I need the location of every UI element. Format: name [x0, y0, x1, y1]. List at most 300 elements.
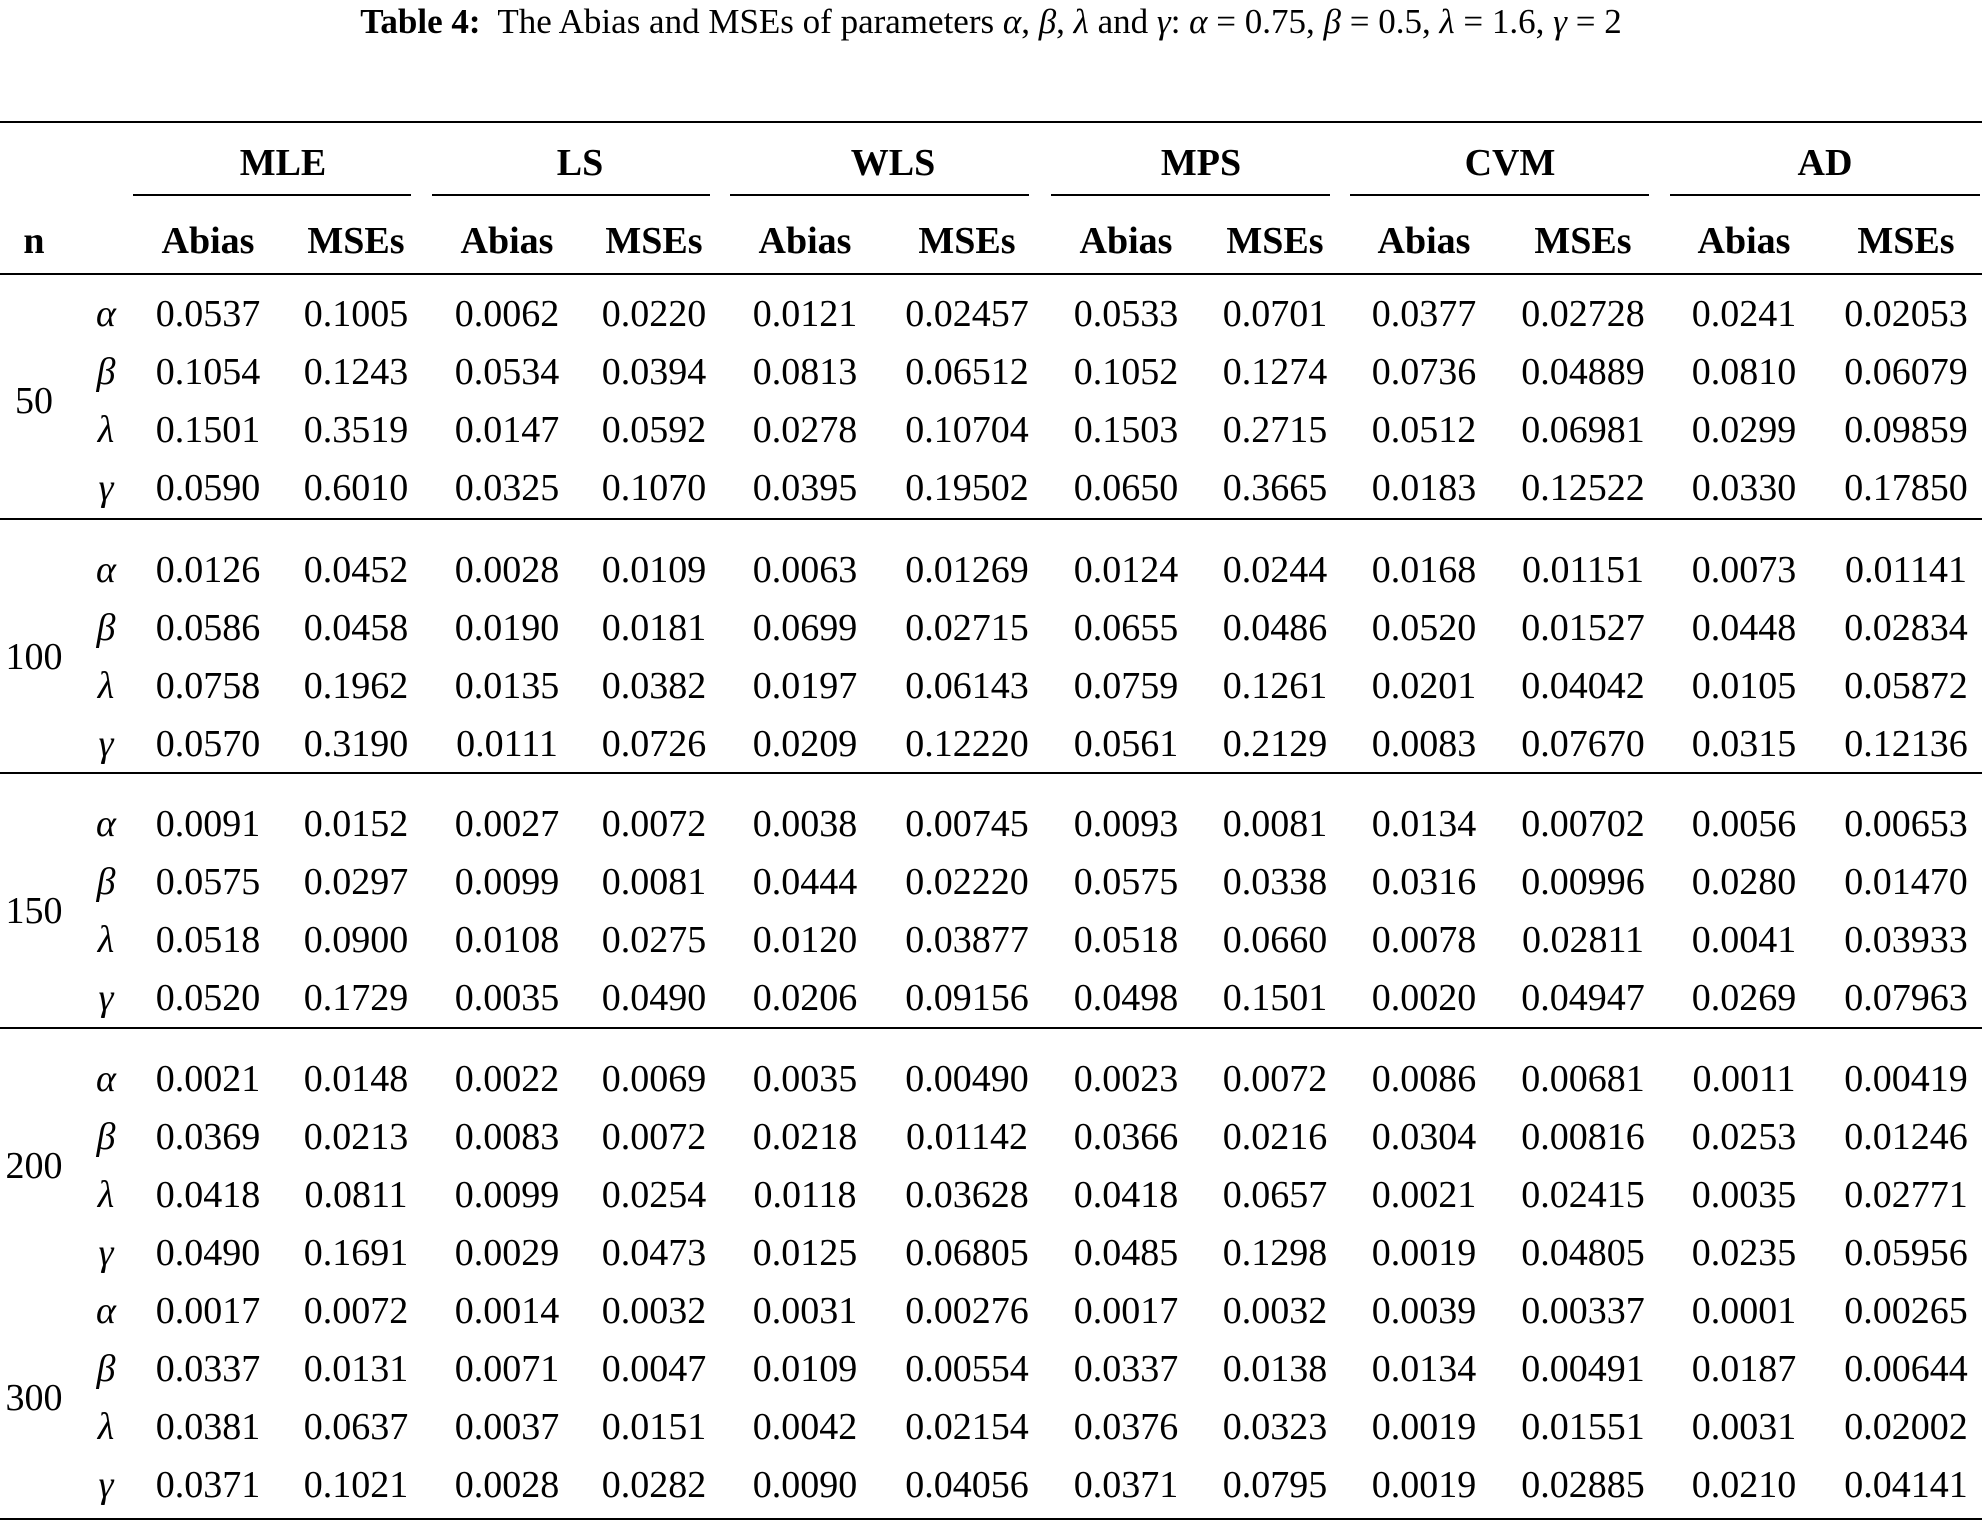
caption-eq-lambda-symbol: λ [1439, 2, 1455, 41]
abias-value-cell: 0.0134 [1371, 1348, 1477, 1390]
mses-value-cell: 0.1005 [303, 293, 409, 335]
abias-value-cell: 0.0650 [1073, 467, 1179, 509]
mses-value-cell: 0.00681 [1521, 1058, 1645, 1100]
abias-value-cell: 0.0105 [1691, 665, 1797, 707]
abias-value-cell: 0.0304 [1371, 1116, 1477, 1158]
abias-value-cell: 0.0537 [155, 293, 261, 335]
mses-value-cell: 0.06079 [1844, 351, 1968, 393]
abias-value-cell: 0.0518 [155, 919, 261, 961]
mses-value-cell: 0.1261 [1222, 665, 1328, 707]
mses-value-cell: 0.0081 [1222, 803, 1328, 845]
group-separator-rule [0, 1027, 1982, 1029]
mses-value-cell: 0.1962 [303, 665, 409, 707]
group-separator-rule [0, 518, 1982, 520]
mses-column-header: MSEs [1226, 220, 1324, 262]
parameter-cell: λ [97, 1174, 115, 1216]
mses-value-cell: 0.00644 [1844, 1348, 1968, 1390]
mses-value-cell: 0.0282 [601, 1464, 707, 1506]
mses-value-cell: 0.0458 [303, 607, 409, 649]
mses-value-cell: 0.02002 [1844, 1406, 1968, 1448]
caption-and: and [1088, 2, 1157, 41]
mses-value-cell: 0.0490 [601, 977, 707, 1019]
mses-value-cell: 0.3190 [303, 723, 409, 765]
mses-value-cell: 0.0726 [601, 723, 707, 765]
abias-value-cell: 0.0099 [454, 1174, 560, 1216]
abias-value-cell: 0.0027 [454, 803, 560, 845]
mses-value-cell: 0.3519 [303, 409, 409, 451]
n-column-header: n [23, 220, 45, 262]
mses-value-cell: 0.06143 [905, 665, 1029, 707]
abias-column-header: Abias [758, 220, 852, 262]
mses-value-cell: 0.01551 [1521, 1406, 1645, 1448]
abias-value-cell: 0.1501 [155, 409, 261, 451]
abias-value-cell: 0.0325 [454, 467, 560, 509]
abias-value-cell: 0.1052 [1073, 351, 1179, 393]
mses-value-cell: 0.0452 [303, 549, 409, 591]
mses-value-cell: 0.01269 [905, 549, 1029, 591]
abias-value-cell: 0.0118 [753, 1174, 857, 1216]
mses-value-cell: 0.02053 [1844, 293, 1968, 335]
caption-sep: , [1056, 2, 1074, 41]
abias-value-cell: 0.0736 [1371, 351, 1477, 393]
abias-value-cell: 0.0028 [454, 549, 560, 591]
abias-value-cell: 0.0209 [752, 723, 858, 765]
abias-value-cell: 0.0575 [1073, 861, 1179, 903]
abias-value-cell: 0.0210 [1691, 1464, 1797, 1506]
abias-value-cell: 0.0124 [1073, 549, 1179, 591]
abias-value-cell: 0.0031 [752, 1290, 858, 1332]
caption-colon: : [1170, 2, 1190, 41]
abias-value-cell: 0.0031 [1691, 1406, 1797, 1448]
parameter-cell: γ [98, 1464, 114, 1506]
mses-value-cell: 0.1691 [303, 1232, 409, 1274]
mses-value-cell: 0.07670 [1521, 723, 1645, 765]
mses-value-cell: 0.2715 [1222, 409, 1328, 451]
mses-value-cell: 0.0152 [303, 803, 409, 845]
abias-value-cell: 0.0337 [1073, 1348, 1179, 1390]
mses-value-cell: 0.01246 [1844, 1116, 1968, 1158]
mses-value-cell: 0.3665 [1222, 467, 1328, 509]
abias-column-header: Abias [460, 220, 554, 262]
table-bottom-rule [0, 1518, 1982, 1520]
mses-value-cell: 0.01470 [1844, 861, 1968, 903]
caption-eq-alpha-symbol: α [1189, 2, 1208, 41]
abias-value-cell: 0.0278 [752, 409, 858, 451]
mses-value-cell: 0.02715 [905, 607, 1029, 649]
mses-value-cell: 0.0072 [1222, 1058, 1328, 1100]
abias-value-cell: 0.0109 [752, 1348, 858, 1390]
abias-value-cell: 0.0187 [1691, 1348, 1797, 1390]
parameter-cell: β [96, 607, 116, 649]
mses-value-cell: 0.00265 [1844, 1290, 1968, 1332]
sample-size-cell: 300 [5, 1377, 63, 1419]
abias-value-cell: 0.0315 [1691, 723, 1797, 765]
abias-value-cell: 0.0280 [1691, 861, 1797, 903]
abias-value-cell: 0.0001 [1691, 1290, 1797, 1332]
mses-value-cell: 0.10704 [905, 409, 1029, 451]
mses-value-cell: 0.2129 [1222, 723, 1328, 765]
mses-value-cell: 0.0394 [601, 351, 707, 393]
abias-value-cell: 0.0099 [454, 861, 560, 903]
method-underline [1350, 194, 1649, 196]
mses-value-cell: 0.17850 [1844, 467, 1968, 509]
mses-value-cell: 0.1729 [303, 977, 409, 1019]
parameter-cell: β [96, 1116, 116, 1158]
abias-value-cell: 0.0810 [1691, 351, 1797, 393]
mses-value-cell: 0.00653 [1844, 803, 1968, 845]
abias-value-cell: 0.0490 [155, 1232, 261, 1274]
abias-value-cell: 0.0017 [1073, 1290, 1179, 1332]
abias-value-cell: 0.0561 [1073, 723, 1179, 765]
abias-value-cell: 0.0108 [454, 919, 560, 961]
abias-value-cell: 0.0518 [1073, 919, 1179, 961]
caption-eq-alpha-value: = 0.75, [1207, 2, 1324, 41]
abias-value-cell: 0.0168 [1371, 549, 1477, 591]
abias-value-cell: 0.0038 [752, 803, 858, 845]
parameter-cell: α [96, 293, 116, 335]
abias-value-cell: 0.0512 [1371, 409, 1477, 451]
abias-value-cell: 0.0498 [1073, 977, 1179, 1019]
mses-value-cell: 0.0297 [303, 861, 409, 903]
method-underline [133, 194, 411, 196]
abias-value-cell: 0.0201 [1371, 665, 1477, 707]
mses-value-cell: 0.0275 [601, 919, 707, 961]
mses-value-cell: 0.1243 [303, 351, 409, 393]
method-header: WLS [850, 142, 936, 184]
mses-value-cell: 0.19502 [905, 467, 1029, 509]
mses-value-cell: 0.1274 [1222, 351, 1328, 393]
mses-value-cell: 0.00490 [905, 1058, 1029, 1100]
mses-column-header: MSEs [1857, 220, 1955, 262]
caption-text: The Abias and MSEs of parameters [497, 2, 1003, 41]
caption-eq-beta-value: = 0.5, [1340, 2, 1440, 41]
abias-value-cell: 0.0371 [155, 1464, 261, 1506]
mses-value-cell: 0.0131 [303, 1348, 409, 1390]
mses-column-header: MSEs [307, 220, 405, 262]
parameter-cell: λ [97, 665, 115, 707]
mses-value-cell: 0.02457 [905, 293, 1029, 335]
mses-value-cell: 0.1298 [1222, 1232, 1328, 1274]
parameter-cell: γ [98, 977, 114, 1019]
parameter-cell: γ [98, 723, 114, 765]
mses-value-cell: 0.0032 [601, 1290, 707, 1332]
abias-value-cell: 0.0299 [1691, 409, 1797, 451]
parameter-cell: λ [97, 919, 115, 961]
abias-value-cell: 0.0021 [1371, 1174, 1477, 1216]
method-header: AD [1797, 142, 1853, 184]
abias-value-cell: 0.0021 [155, 1058, 261, 1100]
mses-column-header: MSEs [605, 220, 703, 262]
mses-value-cell: 0.00276 [905, 1290, 1029, 1332]
mses-value-cell: 0.01527 [1521, 607, 1645, 649]
abias-value-cell: 0.0147 [454, 409, 560, 451]
mses-value-cell: 0.00419 [1844, 1058, 1968, 1100]
mses-value-cell: 0.00745 [905, 803, 1029, 845]
mses-value-cell: 0.0072 [303, 1290, 409, 1332]
abias-value-cell: 0.0028 [454, 1464, 560, 1506]
header-bottom-rule [0, 273, 1982, 275]
mses-value-cell: 0.00702 [1521, 803, 1645, 845]
mses-value-cell: 0.0244 [1222, 549, 1328, 591]
abias-value-cell: 0.0534 [454, 351, 560, 393]
mses-value-cell: 0.02811 [1521, 919, 1645, 961]
parameter-cell: β [96, 351, 116, 393]
mses-column-header: MSEs [1534, 220, 1632, 262]
mses-value-cell: 0.0637 [303, 1406, 409, 1448]
mses-value-cell: 0.00491 [1521, 1348, 1645, 1390]
abias-value-cell: 0.0241 [1691, 293, 1797, 335]
mses-value-cell: 0.0032 [1222, 1290, 1328, 1332]
mses-value-cell: 0.0254 [601, 1174, 707, 1216]
parameter-cell: α [96, 1058, 116, 1100]
abias-value-cell: 0.0366 [1073, 1116, 1179, 1158]
mses-value-cell: 0.1070 [601, 467, 707, 509]
abias-value-cell: 0.0093 [1073, 803, 1179, 845]
mses-value-cell: 0.03628 [905, 1174, 1029, 1216]
caption-eq-gamma-value: = 2 [1566, 2, 1622, 41]
abias-value-cell: 0.0586 [155, 607, 261, 649]
mses-value-cell: 0.1501 [1222, 977, 1328, 1019]
mses-value-cell: 0.0592 [601, 409, 707, 451]
parameter-cell: β [96, 861, 116, 903]
abias-value-cell: 0.0125 [752, 1232, 858, 1274]
caption-param-lambda: λ [1073, 2, 1089, 41]
mses-column-header: MSEs [918, 220, 1016, 262]
caption-param-beta: β [1038, 2, 1057, 41]
mses-value-cell: 0.04056 [905, 1464, 1029, 1506]
abias-value-cell: 0.0330 [1691, 467, 1797, 509]
parameter-cell: α [96, 549, 116, 591]
caption-param-alpha: α [1002, 2, 1022, 41]
abias-value-cell: 0.0813 [752, 351, 858, 393]
abias-value-cell: 0.0590 [155, 467, 261, 509]
abias-value-cell: 0.0086 [1371, 1058, 1477, 1100]
abias-value-cell: 0.0135 [454, 665, 560, 707]
method-header: MLE [239, 142, 327, 184]
mses-value-cell: 0.04889 [1521, 351, 1645, 393]
method-underline [1051, 194, 1330, 196]
mses-value-cell: 0.06981 [1521, 409, 1645, 451]
sample-size-cell: 100 [5, 636, 63, 678]
method-header: LS [556, 142, 604, 184]
mses-value-cell: 0.06805 [905, 1232, 1029, 1274]
abias-value-cell: 0.0035 [454, 977, 560, 1019]
abias-value-cell: 0.0017 [155, 1290, 261, 1332]
abias-value-cell: 0.0078 [1371, 919, 1477, 961]
abias-value-cell: 0.0083 [1371, 723, 1477, 765]
parameter-cell: γ [98, 467, 114, 509]
group-separator-rule [0, 772, 1982, 774]
method-header: CVM [1464, 142, 1556, 184]
abias-value-cell: 0.0570 [155, 723, 261, 765]
mses-value-cell: 0.0148 [303, 1058, 409, 1100]
mses-value-cell: 0.04141 [1844, 1464, 1968, 1506]
mses-value-cell: 0.02154 [905, 1406, 1029, 1448]
abias-value-cell: 0.0444 [752, 861, 858, 903]
abias-value-cell: 0.0019 [1371, 1406, 1477, 1448]
abias-value-cell: 0.0758 [155, 665, 261, 707]
mses-value-cell: 0.0338 [1222, 861, 1328, 903]
mses-value-cell: 0.0151 [601, 1406, 707, 1448]
caption-eq-gamma-symbol: γ [1553, 2, 1567, 41]
mses-value-cell: 0.05956 [1844, 1232, 1968, 1274]
mses-value-cell: 0.0047 [601, 1348, 707, 1390]
parameter-cell: α [96, 803, 116, 845]
abias-value-cell: 0.0206 [752, 977, 858, 1019]
mses-value-cell: 0.05872 [1844, 665, 1968, 707]
abias-value-cell: 0.0023 [1073, 1058, 1179, 1100]
abias-value-cell: 0.0083 [454, 1116, 560, 1158]
mses-value-cell: 0.0473 [601, 1232, 707, 1274]
abias-value-cell: 0.0121 [752, 293, 858, 335]
mses-value-cell: 0.1021 [303, 1464, 409, 1506]
abias-value-cell: 0.0381 [155, 1406, 261, 1448]
abias-column-header: Abias [161, 220, 255, 262]
abias-value-cell: 0.0120 [752, 919, 858, 961]
abias-value-cell: 0.0035 [752, 1058, 858, 1100]
sample-size-cell: 50 [15, 380, 53, 422]
abias-column-header: Abias [1079, 220, 1173, 262]
abias-value-cell: 0.0063 [752, 549, 858, 591]
abias-value-cell: 0.0134 [1371, 803, 1477, 845]
abias-value-cell: 0.0037 [454, 1406, 560, 1448]
abias-value-cell: 0.0533 [1073, 293, 1179, 335]
abias-value-cell: 0.0183 [1371, 467, 1477, 509]
abias-value-cell: 0.0091 [155, 803, 261, 845]
abias-value-cell: 0.0520 [155, 977, 261, 1019]
sample-size-cell: 150 [5, 890, 63, 932]
mses-value-cell: 0.00996 [1521, 861, 1645, 903]
parameter-cell: γ [98, 1232, 114, 1274]
mses-value-cell: 0.0072 [601, 1116, 707, 1158]
parameter-cell: λ [97, 1406, 115, 1448]
mses-value-cell: 0.09859 [1844, 409, 1968, 451]
mses-value-cell: 0.0660 [1222, 919, 1328, 961]
sample-size-cell: 200 [5, 1145, 63, 1187]
abias-value-cell: 0.0111 [456, 723, 558, 765]
mses-value-cell: 0.0138 [1222, 1348, 1328, 1390]
mses-value-cell: 0.0220 [601, 293, 707, 335]
abias-value-cell: 0.0759 [1073, 665, 1179, 707]
mses-value-cell: 0.00337 [1521, 1290, 1645, 1332]
abias-value-cell: 0.0041 [1691, 919, 1797, 961]
abias-value-cell: 0.0418 [1073, 1174, 1179, 1216]
mses-value-cell: 0.0181 [601, 607, 707, 649]
abias-value-cell: 0.1503 [1073, 409, 1179, 451]
mses-value-cell: 0.03877 [905, 919, 1029, 961]
mses-value-cell: 0.12136 [1844, 723, 1968, 765]
mses-value-cell: 0.0216 [1222, 1116, 1328, 1158]
table-top-rule [0, 121, 1982, 123]
abias-value-cell: 0.0071 [454, 1348, 560, 1390]
caption-sep: , [1021, 2, 1039, 41]
method-underline [432, 194, 710, 196]
abias-value-cell: 0.1054 [155, 351, 261, 393]
mses-value-cell: 0.0900 [303, 919, 409, 961]
abias-value-cell: 0.0395 [752, 467, 858, 509]
abias-value-cell: 0.0218 [752, 1116, 858, 1158]
abias-value-cell: 0.0090 [752, 1464, 858, 1506]
method-header: MPS [1160, 142, 1242, 184]
abias-value-cell: 0.0371 [1073, 1464, 1179, 1506]
abias-value-cell: 0.0448 [1691, 607, 1797, 649]
abias-value-cell: 0.0235 [1691, 1232, 1797, 1274]
mses-value-cell: 0.0701 [1222, 293, 1328, 335]
mses-value-cell: 0.04947 [1521, 977, 1645, 1019]
mses-value-cell: 0.0323 [1222, 1406, 1328, 1448]
abias-value-cell: 0.0485 [1073, 1232, 1179, 1274]
mses-value-cell: 0.09156 [905, 977, 1029, 1019]
abias-value-cell: 0.0062 [454, 293, 560, 335]
abias-value-cell: 0.0377 [1371, 293, 1477, 335]
mses-value-cell: 0.0486 [1222, 607, 1328, 649]
caption-label: Table 4: [360, 2, 481, 41]
abias-value-cell: 0.0190 [454, 607, 560, 649]
mses-value-cell: 0.0382 [601, 665, 707, 707]
abias-column-header: Abias [1377, 220, 1471, 262]
mses-value-cell: 0.12522 [1521, 467, 1645, 509]
mses-value-cell: 0.04805 [1521, 1232, 1645, 1274]
abias-value-cell: 0.0337 [155, 1348, 261, 1390]
mses-value-cell: 0.02771 [1844, 1174, 1968, 1216]
abias-value-cell: 0.0197 [752, 665, 858, 707]
method-underline [730, 194, 1029, 196]
mses-value-cell: 0.0069 [601, 1058, 707, 1100]
mses-value-cell: 0.01151 [1521, 549, 1645, 591]
abias-value-cell: 0.0376 [1073, 1406, 1179, 1448]
mses-value-cell: 0.00554 [905, 1348, 1029, 1390]
parameter-cell: λ [97, 409, 115, 451]
mses-value-cell: 0.06512 [905, 351, 1029, 393]
mses-value-cell: 0.0072 [601, 803, 707, 845]
abias-value-cell: 0.0011 [1692, 1058, 1796, 1100]
mses-value-cell: 0.04042 [1521, 665, 1645, 707]
abias-column-header: Abias [1697, 220, 1791, 262]
abias-value-cell: 0.0029 [454, 1232, 560, 1274]
mses-value-cell: 0.02885 [1521, 1464, 1645, 1506]
abias-value-cell: 0.0020 [1371, 977, 1477, 1019]
parameter-cell: β [96, 1348, 116, 1390]
mses-value-cell: 0.0811 [304, 1174, 408, 1216]
mses-value-cell: 0.0213 [303, 1116, 409, 1158]
mses-value-cell: 0.01142 [905, 1116, 1029, 1158]
abias-value-cell: 0.0418 [155, 1174, 261, 1216]
abias-value-cell: 0.0369 [155, 1116, 261, 1158]
abias-value-cell: 0.0655 [1073, 607, 1179, 649]
abias-value-cell: 0.0316 [1371, 861, 1477, 903]
abias-value-cell: 0.0269 [1691, 977, 1797, 1019]
mses-value-cell: 0.6010 [303, 467, 409, 509]
abias-value-cell: 0.0014 [454, 1290, 560, 1332]
caption-param-gamma: γ [1156, 2, 1171, 41]
mses-value-cell: 0.02834 [1844, 607, 1968, 649]
mses-value-cell: 0.0657 [1222, 1174, 1328, 1216]
abias-value-cell: 0.0022 [454, 1058, 560, 1100]
abias-value-cell: 0.0019 [1371, 1232, 1477, 1274]
mses-value-cell: 0.02728 [1521, 293, 1645, 335]
mses-value-cell: 0.0795 [1222, 1464, 1328, 1506]
mses-value-cell: 0.02220 [905, 861, 1029, 903]
mses-value-cell: 0.0081 [601, 861, 707, 903]
abias-value-cell: 0.0056 [1691, 803, 1797, 845]
mses-value-cell: 0.07963 [1844, 977, 1968, 1019]
mses-value-cell: 0.01141 [1844, 549, 1968, 591]
mses-value-cell: 0.00816 [1521, 1116, 1645, 1158]
abias-value-cell: 0.0035 [1691, 1174, 1797, 1216]
abias-value-cell: 0.0019 [1371, 1464, 1477, 1506]
caption-eq-lambda-value: = 1.6, [1454, 2, 1554, 41]
parameter-cell: α [96, 1290, 116, 1332]
